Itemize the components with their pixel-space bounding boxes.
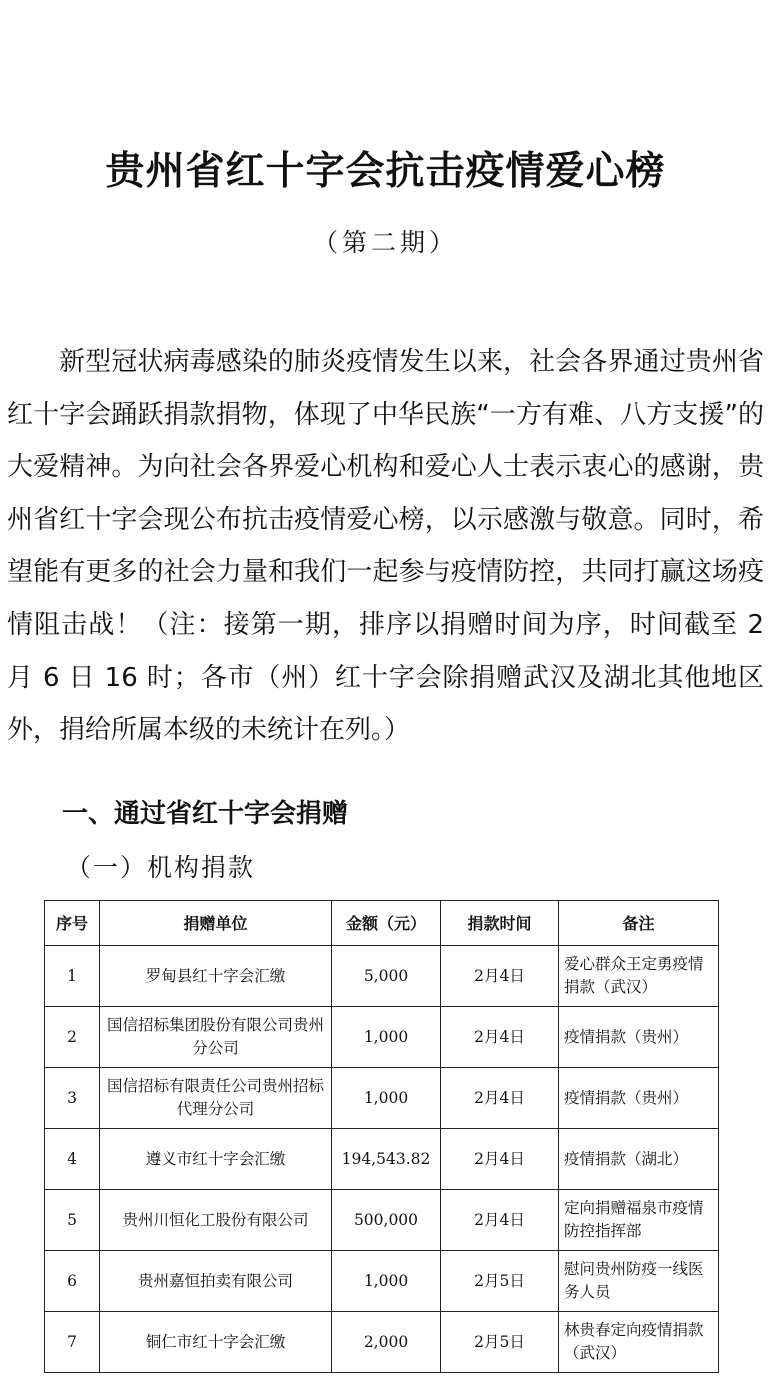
cell-date: 2月4日 — [441, 1068, 559, 1129]
cell-date: 2月5日 — [441, 1251, 559, 1312]
table-row — [45, 1312, 719, 1373]
document-subtitle: （第二期） — [312, 228, 458, 257]
header-note: 备注 — [559, 901, 719, 946]
cell-no: 1 — [45, 946, 100, 1007]
cell-amount: 1,000 — [332, 1068, 441, 1129]
cell-amount: 5,000 — [332, 946, 441, 1007]
cell-amount: 1,000 — [332, 1251, 441, 1312]
cell-date: 2月4日 — [441, 1129, 559, 1190]
cell-note: 慰问贵州防疫一线医务人员 — [559, 1251, 719, 1312]
cell-donor: 贵州嘉恒拍卖有限公司 — [100, 1251, 332, 1312]
cell-note: 爱心群众王定勇疫情捐款（武汉） — [559, 946, 719, 1007]
table-row — [45, 1007, 719, 1068]
section-heading: 一、通过省红十字会捐赠 — [62, 799, 349, 829]
table-row — [45, 1251, 719, 1312]
cell-donor: 罗甸县红十字会汇缴 — [100, 946, 332, 1007]
cell-amount: 500,000 — [332, 1190, 441, 1251]
cell-note: 疫情捐款（贵州） — [559, 1007, 719, 1068]
cell-note: 疫情捐款（湖北） — [559, 1129, 719, 1190]
cell-no: 3 — [45, 1068, 100, 1129]
header-date: 捐款时间 — [441, 901, 559, 946]
cell-donor: 铜仁市红十字会汇缴 — [100, 1312, 332, 1373]
cell-amount: 1,000 — [332, 1007, 441, 1068]
cell-note: 疫情捐款（贵州） — [559, 1068, 719, 1129]
cell-date: 2月4日 — [441, 1190, 559, 1251]
header-no: 序号 — [45, 901, 100, 946]
header-amount: 金额（元） — [332, 901, 441, 946]
header-donor: 捐赠单位 — [100, 901, 332, 946]
table-row — [45, 1068, 719, 1129]
table-row — [45, 1190, 719, 1251]
donation-table — [44, 900, 719, 1373]
cell-donor: 遵义市红十字会汇缴 — [100, 1129, 332, 1190]
intro-paragraph: 新型冠状病毒感染的肺炎疫情发生以来，社会各界通过贵州省红十字会踊跃捐款捐物，体现了中华民族“一方有难、八方支援”的大爱精神。为向社会各界爱心机构和爱心人士表示衷心的感谢，贵州省红十字会现公布抗击疫情爱心榜，以示感激与敬意。同时，希望能有更多的社会力量和我们一起参与疫情防控，共同打赢这场疫情阻击战！（注：接第一期，排序以捐赠时间为序，时间截至 2 月 6 日 16 时；各市（州）红十字会除捐赠武汉及湖北其他地区外，捐给所属本级的未统计在列。） — [7, 347, 764, 746]
cell-note: 定向捐赠福泉市疫情防控指挥部 — [559, 1190, 719, 1251]
document-title: 贵州省红十字会抗击疫情爱心榜 — [105, 148, 666, 194]
cell-no: 7 — [45, 1312, 100, 1373]
cell-date: 2月5日 — [441, 1312, 559, 1373]
cell-date: 2月4日 — [441, 1007, 559, 1068]
cell-no: 4 — [45, 1129, 100, 1190]
table-row — [45, 1129, 719, 1190]
cell-donor: 国信招标有限责任公司贵州招标代理分公司 — [100, 1068, 332, 1129]
cell-amount: 194,543.82 — [332, 1129, 441, 1190]
cell-note: 林贵春定向疫情捐款（武汉） — [559, 1312, 719, 1373]
cell-date: 2月4日 — [441, 946, 559, 1007]
cell-no: 6 — [45, 1251, 100, 1312]
cell-amount: 2,000 — [332, 1312, 441, 1373]
sub-heading: （一）机构捐款 — [66, 853, 256, 882]
cell-no: 5 — [45, 1190, 100, 1251]
cell-donor: 贵州川恒化工股份有限公司 — [100, 1190, 332, 1251]
table-header-row — [45, 901, 719, 946]
cell-donor: 国信招标集团股份有限公司贵州分公司 — [100, 1007, 332, 1068]
table-row — [45, 946, 719, 1007]
cell-no: 2 — [45, 1007, 100, 1068]
